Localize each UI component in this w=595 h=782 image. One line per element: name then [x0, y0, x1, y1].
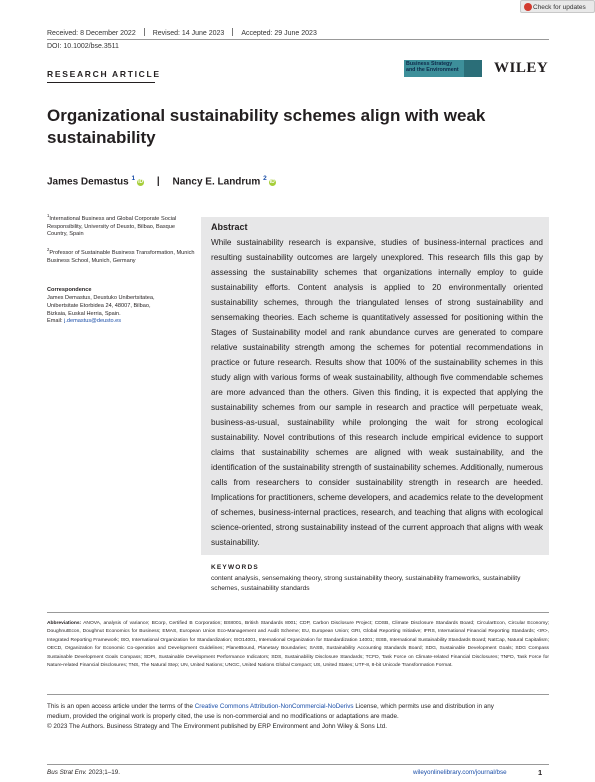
affiliation-number: 1	[47, 213, 50, 218]
article-title: Organizational sustainability schemes align with weak sustainability	[47, 106, 486, 147]
article-type: RESEARCH ARTICLE	[47, 69, 161, 79]
author-name[interactable]: Nancy E. Landrum	[172, 176, 261, 188]
article-type-rule	[47, 82, 155, 83]
abbreviations-label: Abbreviations:	[47, 621, 82, 626]
license-link[interactable]: Creative Commons Attribution-NonCommercial-NoDerivs	[194, 703, 354, 710]
correspondence-line: Bizkaia, Euskal Herria, Spain.	[47, 310, 121, 317]
revised-date: Revised: 14 June 2023	[152, 30, 225, 37]
section-rule	[47, 612, 549, 613]
copyright-text: © 2023 The Authors. Business Strategy and The Environment published by ERP Environment and John Wiley & Sons Ltd.	[47, 723, 387, 730]
license-text: medium, provided the original work is properly cited, the use is non-commercial and no modifications or adaptations are made.	[47, 713, 399, 720]
orcid-icon[interactable]: iD	[138, 179, 144, 186]
correspondence-heading: Correspondence	[47, 287, 92, 293]
header-rule	[47, 39, 549, 40]
license-notice	[47, 702, 549, 732]
author-list	[47, 175, 276, 187]
affiliation-text: International Business and Global Corporate Social Responsibility, University of Deusto, Bilbao, Basque Country, Spain	[47, 215, 177, 238]
author-separator: |	[156, 176, 160, 188]
abstract-text: While sustainability research is expansive, studies of business-internal practices and resulting sustainability outcomes are largely unexplored. This research fills this gap by assessing the sustainability schemes that organizations internally employ to guide sustainability efforts. Content analysis is applied to 20 environmentally oriented sustainability schemes, through the triangulated lenses of strong sustainability and sensemaking theories. Each scheme is quantitatively assessed for positioning within the Stages of Sustainability model and rank abundance curves are generated to compare relative sustainability strength among the schemes for potential recommendations in practice or future research. Results show that 100% of the sustainability schemes in this study align with various forms of weak sustainability, although five commendable schemes are more advanced than the others. Given this finding, it is expected that applying the sustainability schemes from our sample in research and practice will perpetuate weak, business-as-usual, sustainability while prolonging the wait for strong ecological sustainability. Novel contributions of this research include empirical evidence to support claims that sustainability schemes are aligned with weak sustainability, and the identification of the sustainability strength of sustainability schemes. Additionally, numerous calls from researchers to consider sustainability strength in research are heeded. Implications for practitioners, scheme developers, and academics relate to the development of schemes, business-internal practices, research, and teaching that aligns with ecological science-oriented, strong sustainability instead of the current approach that aligns with weak sustainability.	[211, 238, 543, 547]
journal-name-line1: Business Strategy	[406, 61, 453, 67]
journal-name-line2: and the Environment	[406, 67, 459, 74]
author-affiliation-ref: 2	[263, 175, 267, 182]
divider	[144, 28, 145, 36]
orcid-icon[interactable]: iD	[269, 179, 275, 186]
divider	[232, 28, 233, 36]
logo-stripe	[464, 60, 482, 77]
check-for-updates-label: Check for updates	[533, 4, 586, 11]
journal-name	[406, 61, 459, 74]
license-rule	[47, 694, 549, 695]
check-for-updates-badge[interactable]	[520, 0, 595, 13]
affiliation-text: Professor of Sustainable Business Transformation, Munich Business School, Munich, Germany	[47, 249, 195, 264]
journal-citation	[47, 769, 120, 776]
abbreviations-text: ANOVA, analysis of variance; BCorp, Certified B Corporation; BS8001, British Standards 8001; CDP, Carbon Disclosure Project; CDSB, Climate Disclosure Standards Board; CircularEcon, Circular Economy; DoughnutEcon, Doughnut Economics for Business; EMAS, European Union Eco-Management and Audit Scheme; EU, European Union; GRI, Global Reporting Initiative; IFRS, International Financial Reporting Standards; <IR>, Integrated Reporting Framework; ISO, International Organization for Standardization; ISO14001, International Organization for Standardization 14001; ISSB, International Sustainability Standards Board; NatCap, Natural Capitalism; OECD, Organization for Economic Co-operation and Development Guidelines; PlanetBound, Planetary Boundaries; SASB, Sustainability Accounting Standards Board; SDG, Sustainable Development Goals; SDG Compass Sustainable Development Goals Compass; SDPI, Sustainable Development Performance Indicators; SDS, Sustainability Disclosure Standards; TCFD, Task Force on Climate-related Financial Disclosures; TNFD, Task Force for Nature-related Financial Disclosures; TNS, The Natural Step; UN, United Nations; UNGC, United Nations Global Compact; US, United States; UTF-8, 8-bit Unicode Transformation Format.	[47, 621, 549, 669]
correspondence-details	[47, 295, 197, 326]
affiliation	[47, 212, 197, 239]
received-date: Received: 8 December 2022	[47, 30, 136, 37]
journal-logo[interactable]	[404, 60, 482, 77]
affiliation-number: 2	[47, 247, 50, 252]
journal-abbrev: Bus Strat Env.	[47, 769, 87, 776]
doi[interactable]: DOI: 10.1002/bse.3511	[47, 43, 119, 50]
refresh-icon	[524, 3, 532, 11]
license-text: This is an open access article under the terms of the	[47, 703, 195, 710]
abbreviations	[47, 620, 549, 670]
author-affiliation-ref: 1	[131, 175, 136, 182]
journal-url[interactable]: wileyonlinelibrary.com/journal/bse	[413, 769, 507, 776]
email-link[interactable]: j.demastus@deusto.es	[64, 318, 122, 325]
article-history	[47, 28, 317, 37]
correspondence-line: James Demastus, Deustuko Unibertsitatea,	[47, 295, 155, 301]
accepted-date: Accepted: 29 June 2023	[241, 30, 317, 37]
keywords-text: content analysis, sensemaking theory, strong sustainability theory, sustainability frameworks, sustainability schemes, sustainability standards	[211, 575, 521, 592]
correspondence-line: Unibertsitate Etorbidea 24, 48007, Bilbao,	[47, 302, 151, 309]
keywords-heading: KEYWORDS	[211, 564, 259, 571]
abstract-heading: Abstract	[211, 222, 248, 232]
page-number: 1	[538, 768, 543, 777]
affiliation	[47, 246, 197, 265]
publisher-logo[interactable]: WILEY	[494, 60, 549, 76]
journal-issue: 2023;1–19.	[86, 769, 121, 776]
email-label: Email:	[47, 318, 65, 325]
license-text: License, which permits use and distribution in any	[353, 703, 494, 710]
footer-rule	[47, 764, 549, 765]
author-name[interactable]: James Demastus	[47, 176, 129, 188]
